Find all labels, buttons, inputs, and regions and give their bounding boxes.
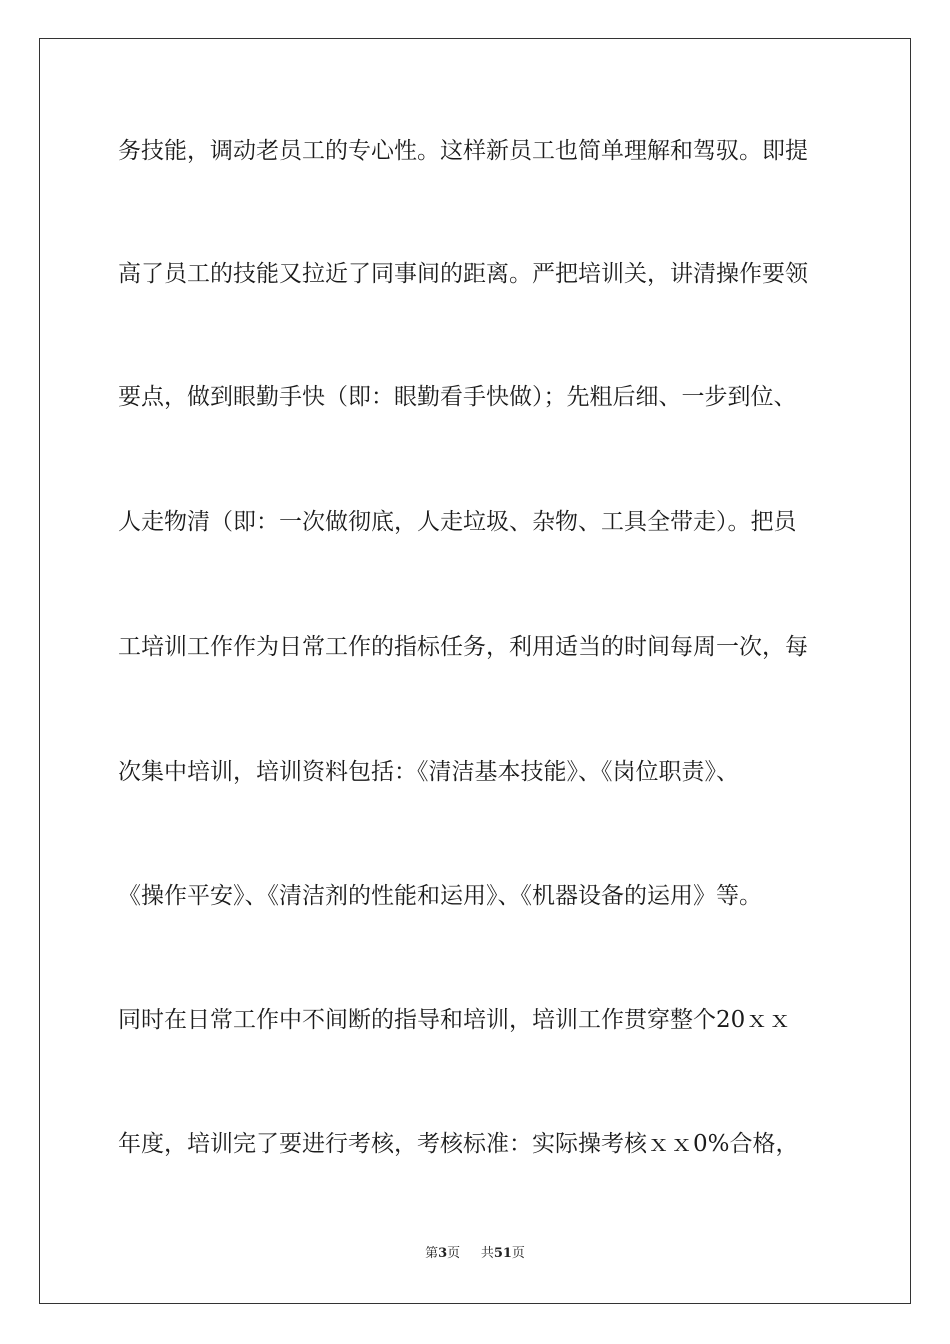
total-pages: 51 <box>493 1246 512 1261</box>
text-line: 务技能，调动老员工的专心性。这样新员工也简单理解和驾驭。即提 <box>118 138 808 164</box>
page-prefix: 第 <box>425 1246 439 1261</box>
page-number: 3 <box>438 1246 448 1261</box>
total-suffix: 页 <box>511 1246 525 1261</box>
text-line: 《操作平安》、《清洁剂的性能和运用》、《机器设备的运用》等。 <box>118 883 762 909</box>
page-footer <box>0 1244 950 1264</box>
page-suffix: 页 <box>447 1246 461 1261</box>
total-prefix: 共 <box>480 1246 494 1261</box>
text-line: 年度，培训完了要进行考核，考核标准：实际操考核ｘｘ0%合格， <box>118 1131 799 1157</box>
text-line: 高了员工的技能又拉近了同事间的距离。严把培训关，讲清操作要领 <box>118 261 808 287</box>
text-line: 次集中培训，培训资料包括：《清洁基本技能》、《岗位职责》、 <box>118 759 739 785</box>
text-line: 工培训工作作为日常工作的指标任务，利用适当的时间每周一次，每 <box>118 634 808 660</box>
total-pages-indicator <box>481 1244 525 1264</box>
text-line: 人走物清（即：一次做彻底，人走垃圾、杂物、工具全带走）。把员 <box>118 509 797 535</box>
text-line: 要点，做到眼勤手快（即：眼勤看手快做）；先粗后细、一步到位、 <box>118 384 797 410</box>
page-border <box>39 38 911 1304</box>
text-line: 同时在日常工作中不间断的指导和培训，培训工作贯穿整个20ｘｘ <box>118 1007 792 1033</box>
page-indicator <box>425 1244 460 1264</box>
